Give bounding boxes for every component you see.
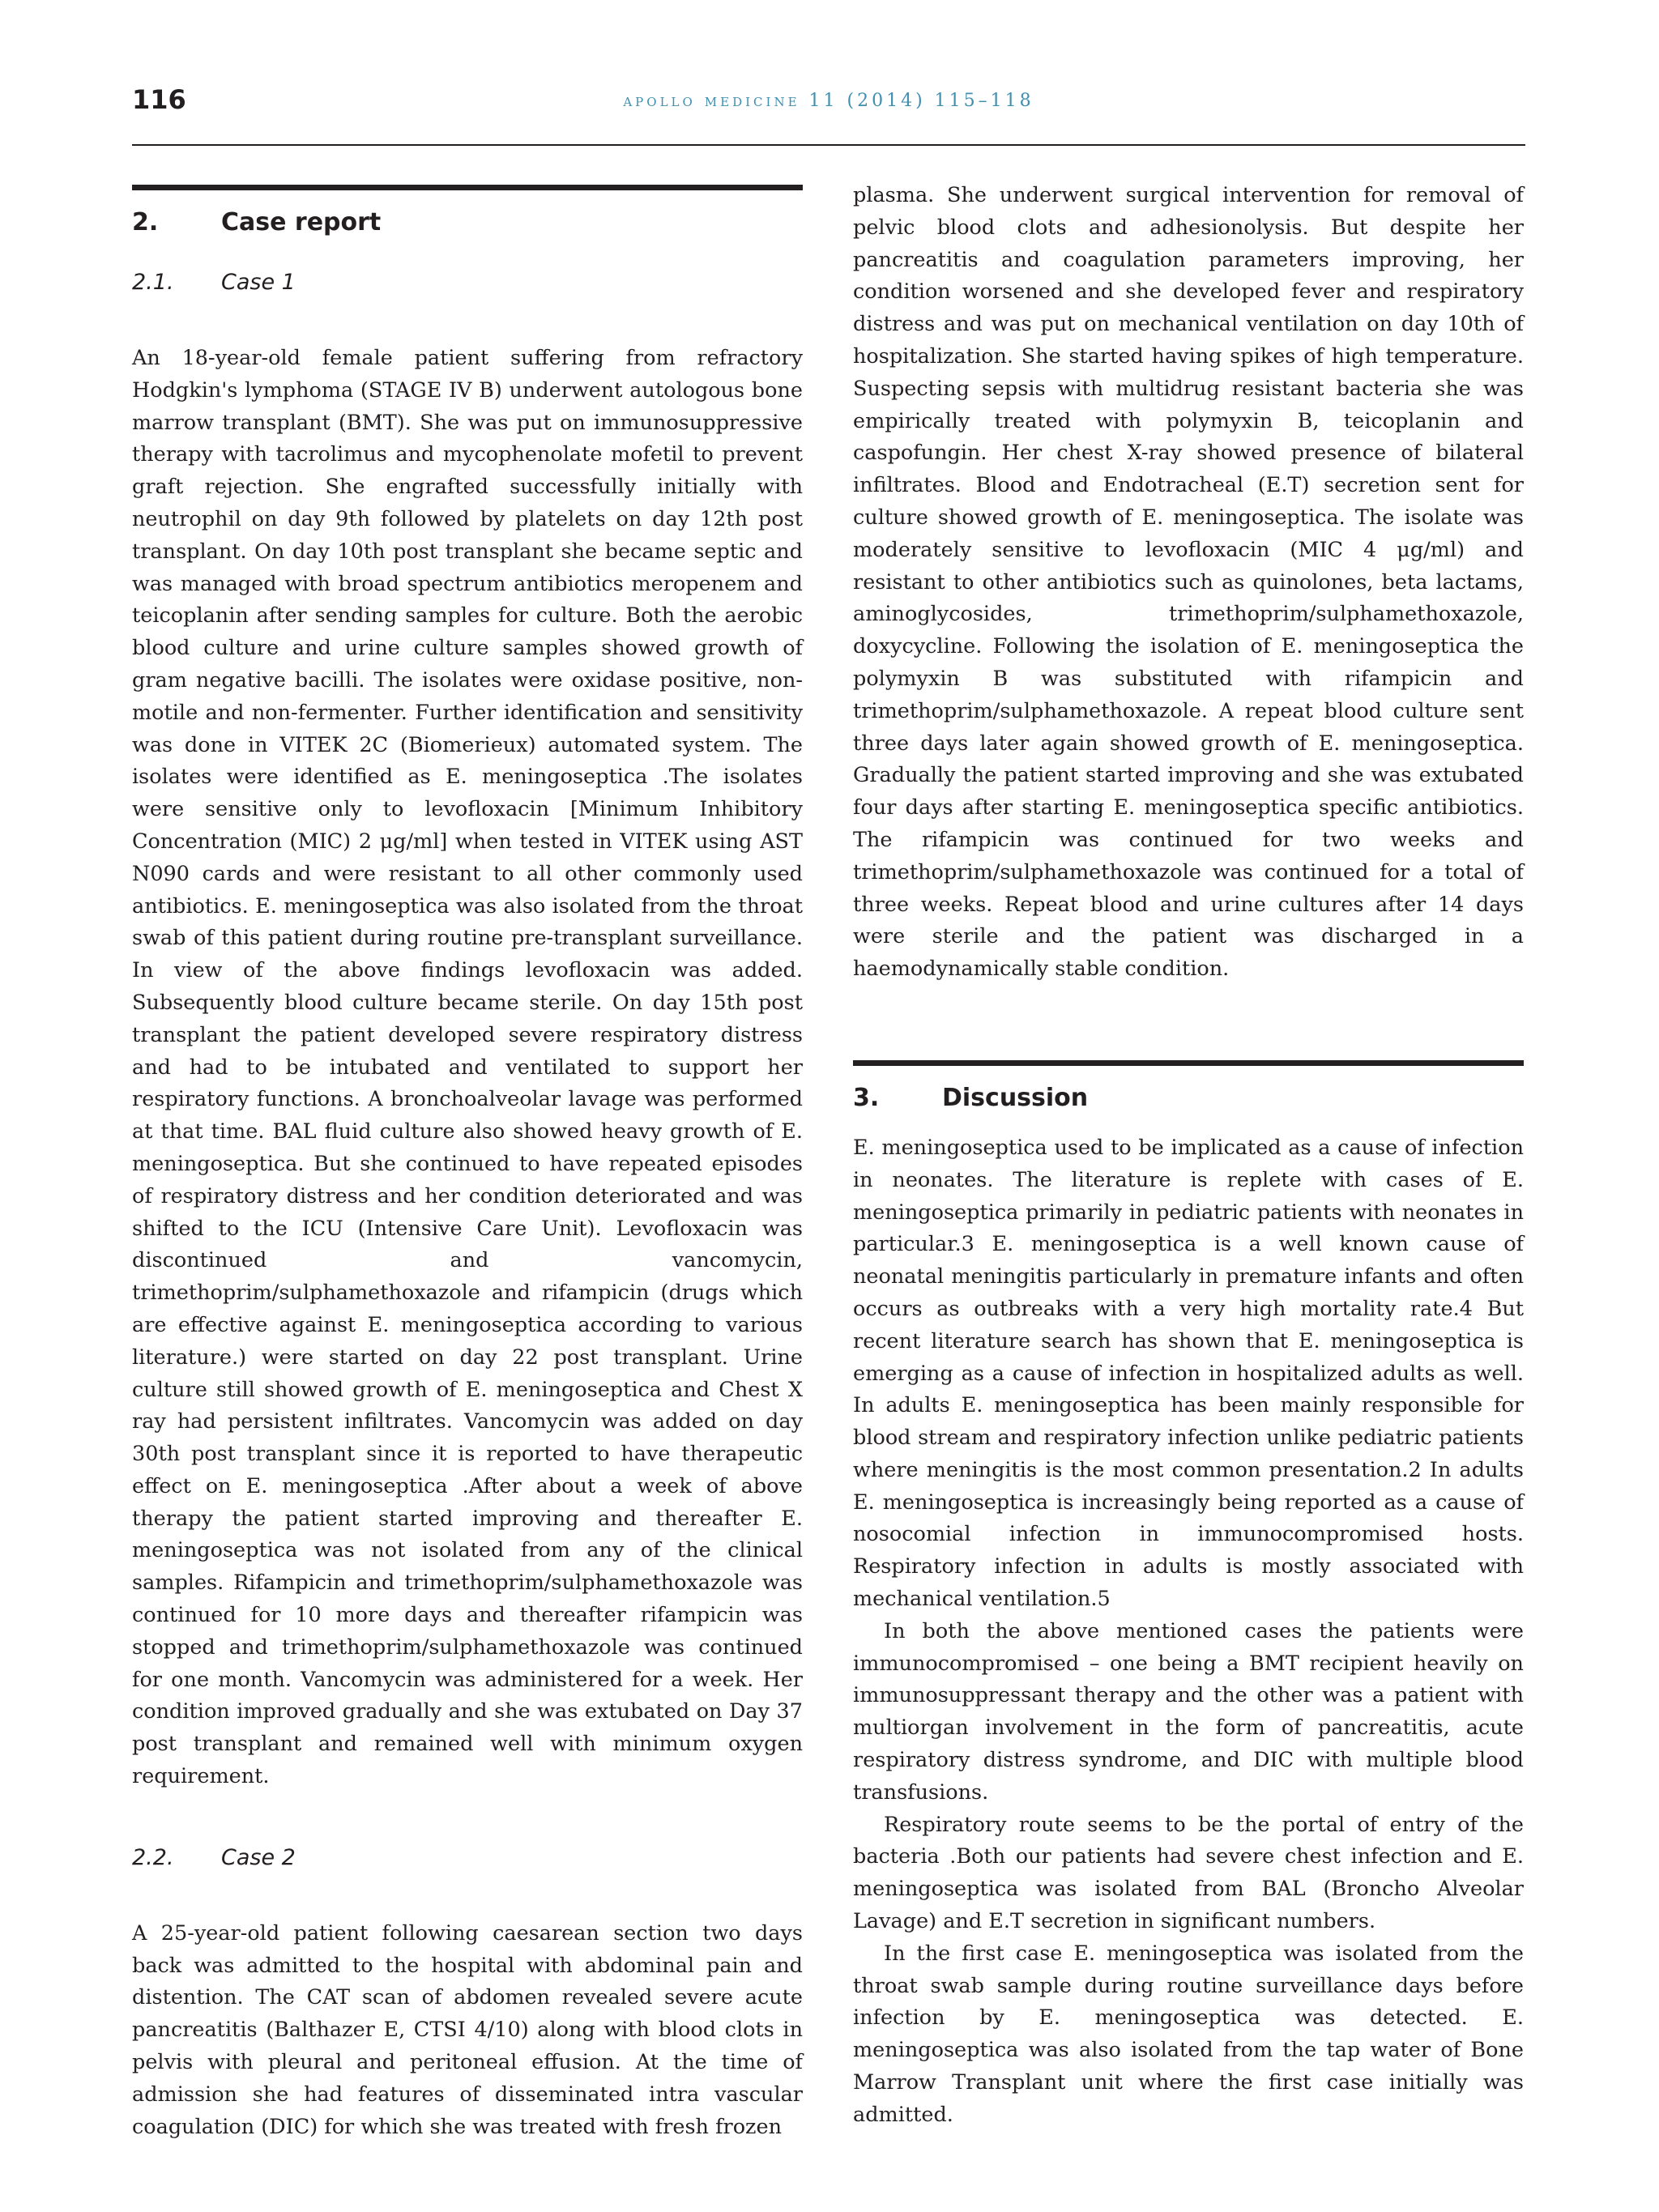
discussion-section <box>853 1060 1524 2132</box>
section-title: Discussion <box>942 1083 1089 1112</box>
subsection-number: 2.2. <box>132 1844 174 1870</box>
subsection-heading-case-2 <box>132 1845 803 1918</box>
discussion-paragraph: E. meningoseptica used to be implicated as a cause of infection in neonates. The literature is replete with cases of E. meningoseptica primarily in pediatric patients with neonates in particular.3 E. meningoseptica is a well known cause of neonatal meningitis particularly in premature infants and often occurs as outbreaks with a very high mortality rate.4 But recent literature search has shown that E. meningoseptica is emerging as a cause of infection in hospitalized adults as well. In adults E. meningoseptica has been mainly responsible for blood stream and respiratory infection unlike pediatric patients where meningitis is the most common presentation.2 In adults E. meningoseptica is increasingly being reported as a cause of nosocomial infection in immunocompromised hosts. Respiratory infection in adults is mostly associated with mechanical ventilation.5 <box>853 1135 1524 1612</box>
section-number: 3. <box>853 1083 880 1112</box>
case-1-paragraph: An 18-year-old female patient suffering from refractory Hodgkin's lymphoma (STAGE IV B) underwent autologous bone marrow transplant (BMT). She was put on immunosuppressive therapy with tacrolimus and mycophenolate mofetil to prevent graft rejection. She engrafted successfully initially with neutrophil on day 9th followed by platelets on day 12th post transplant. On day 10th post transplant she became septic and was managed with broad spectrum antibiotics meropenem and teicoplanin after sending samples for culture. Both the aerobic blood culture and urine culture samples showed growth of gram negative bacilli. The isolates were oxidase positive, non-motile and non-fermenter. Further identification and sensitivity was done in VITEK 2C (Biomerieux) automated system. The isolates were identified as E. meningoseptica .The isolates were sensitive only to levofloxacin [Minimum Inhibitory Concentration (MIC) 2 μg/ml] when tested in VITEK using AST N090 cards and were resistant to all other commonly used antibiotics. E. meningoseptica was also isolated from the throat swab of this patient during routine pre-transplant surveillance. In view of the above findings levofloxacin was added. Subsequently blood culture became sterile. On day 15th post transplant the patient developed severe respiratory distress and had to be intubated and ventilated to support her respiratory functions. A bronchoalveolar lavage was performed at that time. BAL fluid culture also showed heavy growth of E. meningoseptica. But she continued to have repeated episodes of respiratory distress and her condition deteriorated and was shifted to the ICU (Intensive Care Unit). Levofloxacin was discontinued and vancomycin, trimethoprim/sulphamethoxazole and rifampicin (drugs which are effective against E. meningoseptica according to various literature.) were started on day 22 post transplant. Urine culture still showed growth of E. meningoseptica and Chest X ray had persistent infiltrates. Vancomycin was added on day 30th post transplant since it is reported to have therapeutic effect on E. meningoseptica .After about a week of above therapy the patient started improving and thereafter E. meningoseptica was not isolated from any of the clinical samples. Rifampicin and trimethoprim/sulphamethoxazole was continued for 10 more days and thereafter rifampicin was stopped and trimethoprim/sulphamethoxazole was continued for one month. Vancomycin was administered for a week. Her condition improved gradually and she was extubated on Day 37 post transplant and remained well with minimum oxygen requirement. <box>132 346 803 1789</box>
subsection-number: 2.1. <box>132 270 174 295</box>
discussion-paragraph: In the first case E. meningoseptica was isolated from the throat swab sample during routine surveillance days before infection by E. meningoseptica was detected. E. meningoseptica was also isolated from the tap water of Bone Marrow Transplant unit where the first case initially was admitted. <box>853 1941 1524 2127</box>
subsection-title: Case 1 <box>221 270 296 295</box>
section-heading-discussion <box>853 1084 1524 1132</box>
running-header <box>132 79 1525 146</box>
page-number: 116 <box>132 84 186 115</box>
journal-citation: apollo medicine 11 (2014) 115–118 <box>623 91 1034 111</box>
section-rule <box>853 1060 1524 1066</box>
left-column <box>132 185 803 2143</box>
section-heading-case-report <box>132 208 803 257</box>
discussion-paragraph: Respiratory route seems to be the portal of entry of the bacteria .Both our patients had severe chest infection and E. meningoseptica was isolated from BAL (Broncho Alveolar Lavage) and E.T secretion in significant numbers. <box>853 1812 1524 1934</box>
subsection-title: Case 2 <box>221 1844 296 1870</box>
right-column <box>853 185 1524 2132</box>
section-title: Case report <box>221 208 382 237</box>
discussion-paragraph: In both the above mentioned cases the patients were immunocompromised – one being a BMT recipient heavily on immunosuppressant therapy and the other was a patient with multiorgan involvement in the form of pancreatitis, acute respiratory distress syndrome, and DIC with multiple blood transfusions. <box>853 1618 1524 1805</box>
case-2-continued-paragraph: plasma. She underwent surgical intervention for removal of pelvic blood clots and adhesionolysis. But despite her pancreatitis and coagulation parameters improving, her condition worsened and she developed fever and respiratory distress and was put on mechanical ventilation on day 10th of hospitalization. She started having spikes of high temperature. Suspecting sepsis with multidrug resistant bacteria she was empirically treated with polymyxin B, teicoplanin and caspofungin. Her chest X-ray showed presence of bilateral infiltrates. Blood and Endotracheal (E.T) secretion sent for culture showed growth of E. meningoseptica. The isolate was moderately sensitive to levofloxacin (MIC 4 μg/ml) and resistant to other antibiotics such as quinolones, beta lactams, aminoglycosides, trimethoprim/sulphamethoxazole, doxycycline. Following the isolation of E. meningoseptica the polymyxin B was substituted with rifampicin and trimethoprim/sulphamethoxazole. A repeat blood culture sent three days later again showed growth of E. meningoseptica. Gradually the patient started improving and she was extubated four days after starting E. meningoseptica specific antibiotics. The rifampicin was continued for two weeks and trimethoprim/sulphamethoxazole was continued for a total of three weeks. Repeat blood and urine cultures after 14 days were sterile and the patient was discharged in a haemodynamically stable condition. <box>853 183 1524 982</box>
case-2-paragraph: A 25-year-old patient following caesarean section two days back was admitted to the hospital with abdominal pain and distention. The CAT scan of abdomen revealed severe acute pancreatitis (Balthazer E, CTSI 4/10) along with blood clots in pelvis with pleural and peritoneal effusion. At the time of admission she had features of disseminated intra vascular coagulation (DIC) for which she was treated with fresh frozen <box>132 1920 803 2139</box>
subsection-heading-case-1 <box>132 270 803 343</box>
section-rule <box>132 185 803 190</box>
section-number: 2. <box>132 208 159 237</box>
